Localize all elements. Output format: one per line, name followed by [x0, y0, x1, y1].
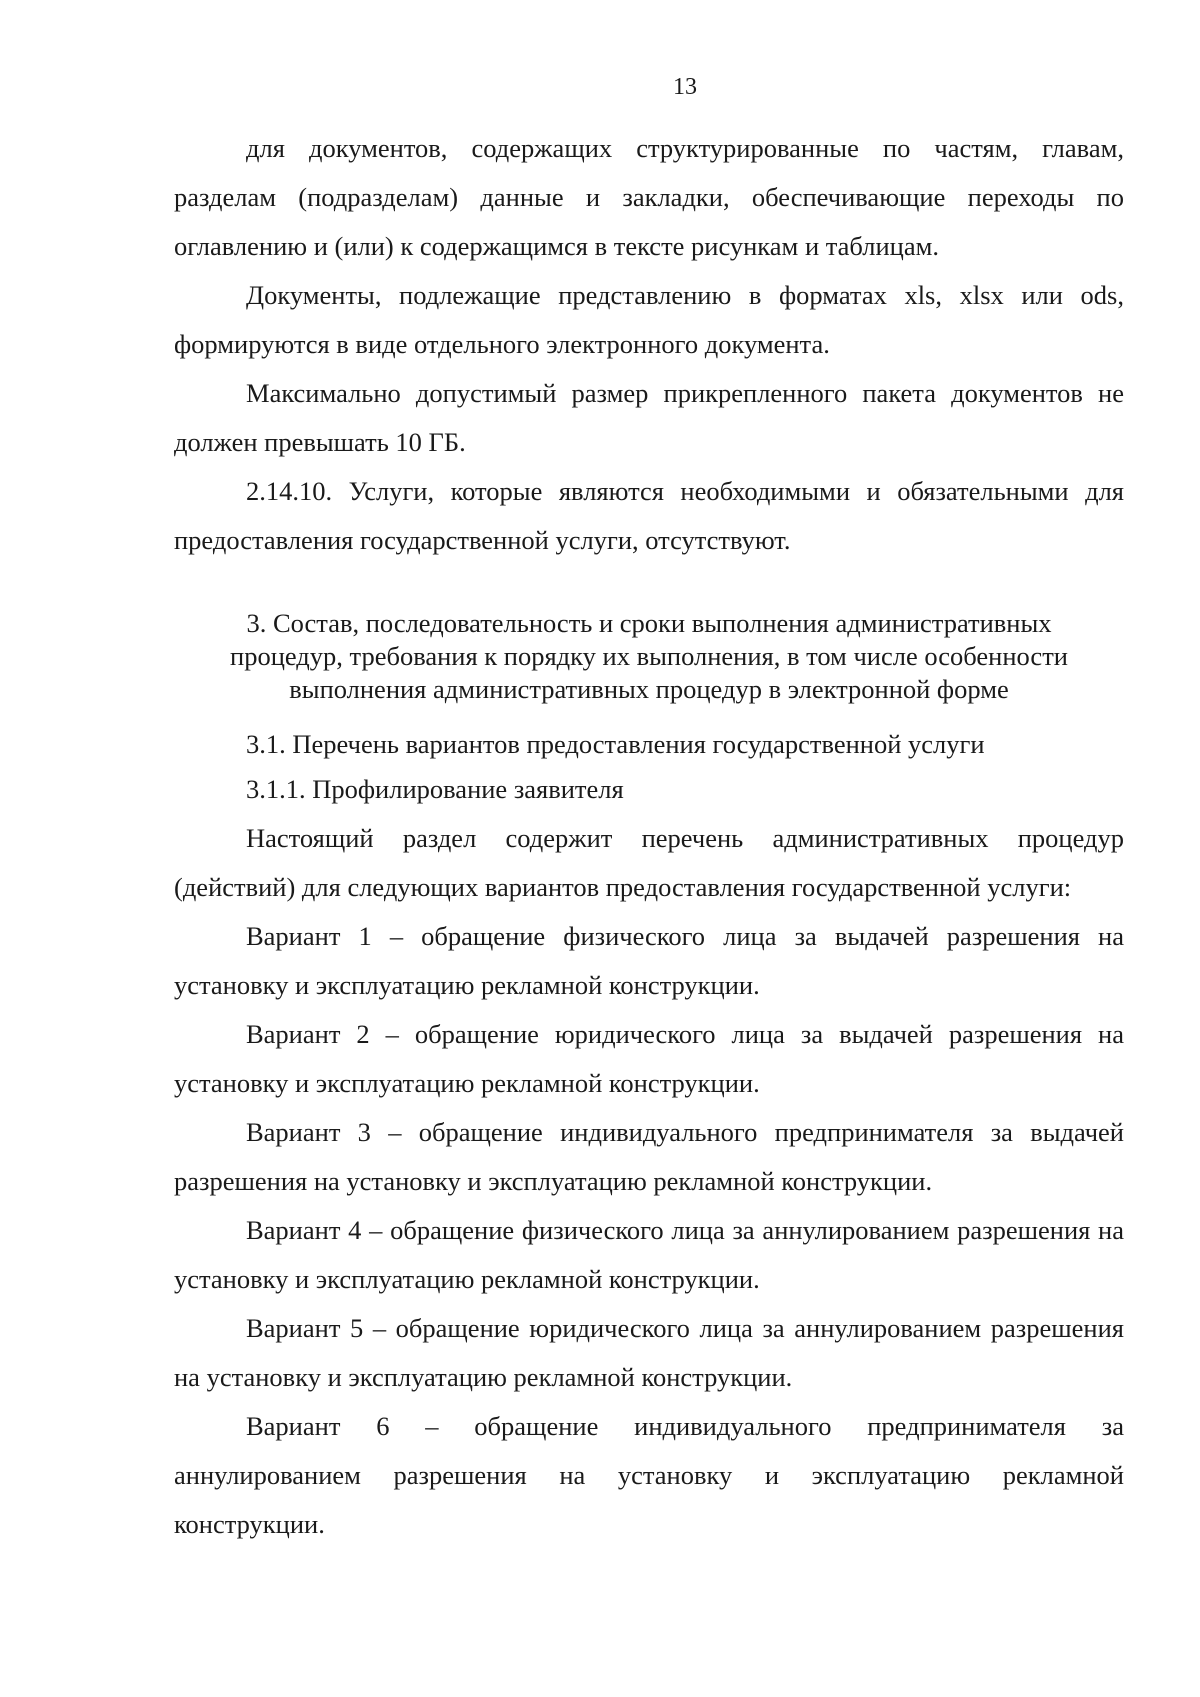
section-heading-line: процедур, требования к порядку их выполнения, в том числе особенности [230, 641, 1068, 671]
paragraph-variant-1: Вариант 1 – обращение физического лица за выдачей разрешения на установку и эксплуатацию рекламной конструкции. [174, 921, 1124, 1000]
section-heading-3 [174, 565, 1124, 720]
section-heading-line: 3. Состав, последовательность и сроки выполнения административных [246, 608, 1052, 638]
page-number: 13 [673, 74, 697, 100]
paragraph-intro: Настоящий раздел содержит перечень административных процедур (действий) для следующих вариантов предоставления государственной услуги: [174, 823, 1124, 902]
paragraph-variant-3: Вариант 3 – обращение индивидуального предпринимателя за выдачей разрешения на установку и эксплуатацию рекламной конструкции. [174, 1117, 1124, 1196]
paragraph-variant-2: Вариант 2 – обращение юридического лица за выдачей разрешения на установку и эксплуатацию рекламной конструкции. [174, 1019, 1124, 1098]
paragraph-variant-6: Вариант 6 – обращение индивидуального предпринимателя за аннулированием разрешения на установку и эксплуатацию рекламной конструкции. [174, 1411, 1124, 1539]
paragraph-max-size: Максимально допустимый размер прикрепленного пакета документов не должен превышать 10 ГБ. [174, 378, 1124, 457]
paragraph-2-14-10: 2.14.10. Услуги, которые являются необходимыми и обязательными для предоставления государственной услуги, отсутствуют. [174, 476, 1124, 555]
subsection-title-3-1-1: 3.1.1. Профилирование заявителя [246, 774, 624, 804]
document-body [174, 124, 1124, 1549]
section-heading-line: выполнения административных процедур в электронной форме [289, 674, 1009, 704]
paragraph-continuation: для документов, содержащих структурированные по частям, главам, разделам (подразделам) данные и закладки, обеспечивающие переходы по оглавлению и (или) к содержащимся в тексте рисункам и таблицам. [174, 133, 1124, 261]
paragraph-variant-5: Вариант 5 – обращение юридического лица за аннулированием разрешения на установку и эксплуатацию рекламной конструкции. [174, 1313, 1124, 1392]
paragraph-formats: Документы, подлежащие представлению в форматах xls, xlsx или ods, формируются в виде отдельного электронного документа. [174, 280, 1124, 359]
paragraph-variant-4: Вариант 4 – обращение физического лица за аннулированием разрешения на установку и эксплуатацию рекламной конструкции. [174, 1215, 1124, 1294]
subsection-title-3-1: 3.1. Перечень вариантов предоставления государственной услуги [246, 729, 985, 759]
